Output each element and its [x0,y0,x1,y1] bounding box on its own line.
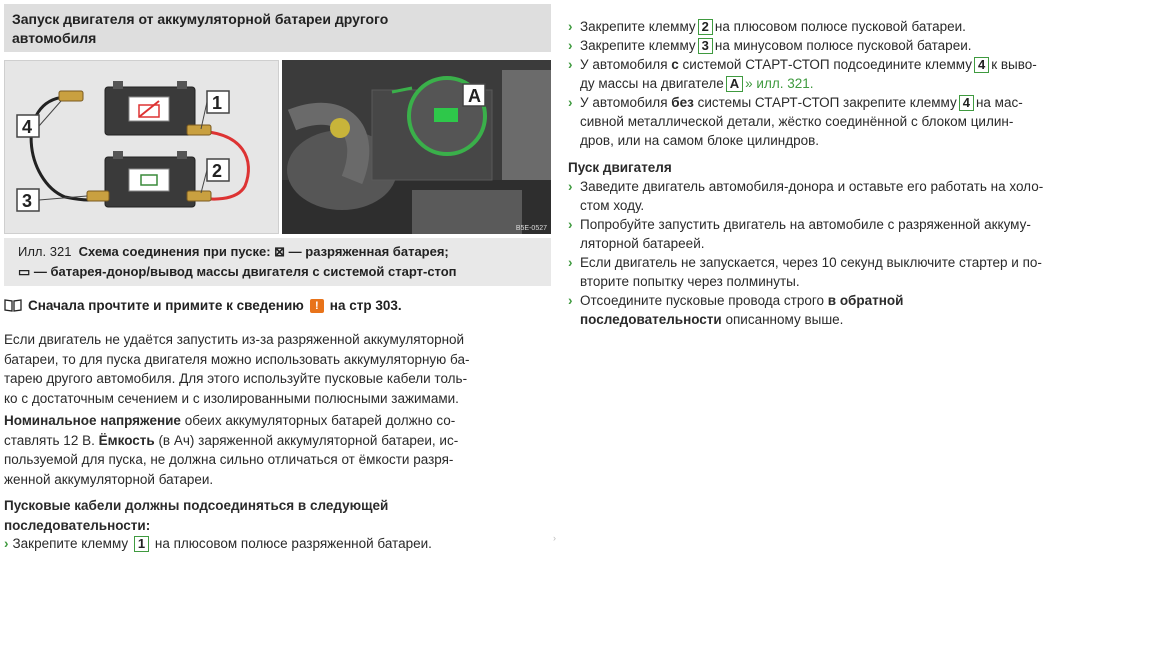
start-step-3: › Если двигатель не запускается, через 10 секунд выключите стартер и по- вторите попытку через полминуты. [568,255,1042,289]
figure-321 [4,60,551,234]
terminal-box-4: 4 [974,57,989,73]
callout-3: 3 [22,191,33,211]
note-text: Сначала прочтите и примите к сведению [28,298,304,313]
callout-4: 4 [22,117,33,137]
caption-line1: Схема соединения при пуске: ⊠ — разряженная батарея; [78,244,449,259]
bullet-arrow-icon: › [568,38,573,53]
bullet-arrow-icon: › [568,217,573,232]
note-page-link[interactable]: на стр 303. [329,298,402,313]
bullet-arrow-icon: › [568,255,573,270]
step-4-start-stop: › У автомобиля с системой СТАРТ-СТОП подсоедините клемму 4 к выво- ду массы на двигателе A » илл. 321. [568,57,1037,91]
gutter-mark: › [553,533,556,543]
step-1: › Закрепите клемму 1 на плюсовом полюсе разряженной батареи. [4,536,432,551]
bullet-arrow-icon: › [568,293,573,308]
callout-1: 1 [212,93,223,113]
engine-bay-svg [282,60,551,234]
voltage-paragraph: Номинальное напряжение обеих аккумуляторных батарей должно со- ставлять 12 В. Ёмкость (в Ач) заряженной аккумуляторной батареи, ис- пользуемой для пуска, не должна сильно отличаться от ёмкости разря- женной аккумуляторной батареи. [4,413,459,487]
sequence-heading: Пусковые кабели должны подсоединяться в следующей последовательности: [4,498,389,533]
start-step-2: › Попробуйте запустить двигатель на автомобиле с разряженной аккуму- ляторной батареей. [568,217,1031,251]
caption-number: Илл. 321 [18,244,72,259]
terminal-box-4b: 4 [959,95,974,111]
terminal-box-2: 2 [698,19,713,35]
start-engine-heading: Пуск двигателя [568,160,672,175]
caption-line2: ▭ — батарея-донор/вывод массы двигателя с системой старт-стоп [18,264,457,279]
battery-wiring-svg [5,61,280,235]
section-title-bar [4,4,551,52]
callout-a: A [468,86,481,106]
engine-bay-photo [282,60,551,234]
figure-ref-link[interactable]: » илл. 321. [745,76,814,91]
figure-code: B5E-0527 [515,225,547,232]
start-step-1: › Заведите двигатель автомобиля-донора и оставьте его работать на холо- стом ходу. [568,179,1044,213]
section-title: Запуск двигателя от аккумуляторной батареи другого автомобиля [12,11,389,46]
donor-battery [105,151,195,207]
terminal-box-a: A [726,76,743,92]
warning-icon: ! [310,299,324,313]
terminal-box-3: 3 [698,38,713,54]
start-step-4: › Отсоедините пусковые провода строго в обратной последовательности описанному выше. [568,293,904,327]
bullet-arrow-icon: › [568,57,573,72]
callout-2: 2 [212,161,223,181]
figure-caption [4,238,551,286]
jump-start-diagram [4,60,279,234]
bullet-arrow-icon: › [4,536,9,551]
step-2: › Закрепите клемму 2 на плюсовом полюсе пусковой батареи. [568,19,966,34]
right-column [568,17,1138,329]
terminal-box-1: 1 [134,536,149,552]
book-icon [4,299,22,312]
bullet-arrow-icon: › [568,179,573,194]
intro-paragraph: Если двигатель не удаётся запустить из-за разряженной аккумуляторной батареи, то для пуска двигателя можно использовать аккумуляторную ба- тарею другого автомобиля. Для этого используйте пусковые кабели толь- ко с достаточным сечением и с изолированными полюсными зажимами. [4,332,470,406]
bullet-arrow-icon: › [568,19,573,34]
read-first-note [4,296,402,315]
bullet-arrow-icon: › [568,95,573,110]
step-4-no-start-stop: › У автомобиля без системы СТАРТ-СТОП закрепите клемму 4 на мас- сивной металлической детали, жёстко соединённой с блоком цилин- дров, или на самом блоке цилиндров. [568,95,1023,148]
step-3: › Закрепите клемму 3 на минусовом полюсе пусковой батареи. [568,38,972,53]
discharged-battery [105,81,195,135]
